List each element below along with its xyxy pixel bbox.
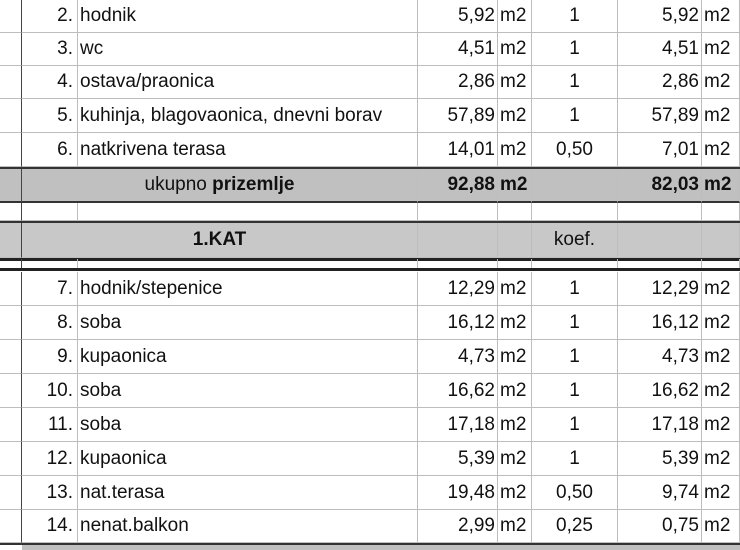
- table-row: [0, 510, 740, 543]
- thick-divider: [0, 268, 740, 271]
- unit-cell[interactable]: m2: [498, 374, 532, 408]
- area-cell[interactable]: 5,39: [418, 442, 498, 476]
- net-unit-cell[interactable]: m2: [702, 99, 740, 133]
- next-total-row-partial: [22, 545, 740, 550]
- coef-cell[interactable]: 1: [532, 340, 618, 374]
- total-net-area-cell[interactable]: 82,03: [618, 169, 702, 203]
- row-number-cell[interactable]: 7.: [22, 272, 78, 306]
- room-name-cell[interactable]: kupaonica: [78, 442, 418, 476]
- row-number-cell[interactable]: 14.: [22, 510, 78, 543]
- net-area-cell[interactable]: 7,01: [618, 133, 702, 167]
- ground-floor-total-row: [0, 167, 740, 203]
- unit-cell[interactable]: m2: [498, 33, 532, 66]
- coef-cell[interactable]: 0,50: [532, 133, 618, 167]
- net-area-cell[interactable]: 9,74: [618, 476, 702, 510]
- net-area-cell[interactable]: 0,75: [618, 510, 702, 543]
- net-area-cell[interactable]: 16,12: [618, 306, 702, 340]
- net-unit-cell[interactable]: m2: [702, 340, 740, 374]
- total-label-prefix: ukupno: [144, 174, 207, 195]
- header-empty-cell[interactable]: [702, 223, 740, 258]
- room-name-cell[interactable]: wc: [78, 33, 418, 66]
- total-area-cell[interactable]: 92,88: [418, 169, 498, 203]
- net-area-cell[interactable]: 4,51: [618, 33, 702, 66]
- unit-cell[interactable]: m2: [498, 408, 532, 442]
- total-label-cell[interactable]: [22, 169, 418, 203]
- empty-cell[interactable]: [618, 203, 702, 221]
- unit-cell[interactable]: m2: [498, 442, 532, 476]
- table-row: [0, 408, 740, 442]
- empty-cell[interactable]: [78, 203, 418, 221]
- empty-cell[interactable]: [532, 203, 618, 221]
- room-name-cell[interactable]: hodnik: [78, 0, 418, 33]
- room-name-cell[interactable]: kupaonica: [78, 340, 418, 374]
- gutter-cell: [0, 340, 22, 374]
- room-name-cell[interactable]: natkrivena terasa: [78, 133, 418, 167]
- coef-cell[interactable]: 1: [532, 408, 618, 442]
- coef-cell[interactable]: 1: [532, 374, 618, 408]
- unit-cell[interactable]: m2: [498, 306, 532, 340]
- gutter-cell: [0, 203, 22, 221]
- room-name-cell[interactable]: soba: [78, 374, 418, 408]
- gutter-cell: [0, 476, 22, 510]
- net-unit-cell[interactable]: m2: [702, 306, 740, 340]
- coef-header-cell[interactable]: koef.: [532, 223, 618, 258]
- empty-cell[interactable]: [22, 203, 78, 221]
- gutter-cell: [0, 223, 22, 258]
- net-area-cell[interactable]: 16,62: [618, 374, 702, 408]
- area-cell[interactable]: 14,01: [418, 133, 498, 167]
- unit-cell[interactable]: m2: [498, 133, 532, 167]
- area-cell[interactable]: 57,89: [418, 99, 498, 133]
- net-unit-cell[interactable]: m2: [702, 133, 740, 167]
- room-name-cell[interactable]: nat.terasa: [78, 476, 418, 510]
- gutter-cell: [0, 169, 22, 203]
- empty-cell[interactable]: [498, 203, 532, 221]
- total-net-unit-cell[interactable]: m2: [702, 169, 740, 203]
- row-number-cell[interactable]: 9.: [22, 340, 78, 374]
- total-coef-cell[interactable]: [532, 169, 618, 203]
- net-unit-cell[interactable]: m2: [702, 374, 740, 408]
- empty-cell[interactable]: [418, 203, 498, 221]
- row-number-cell[interactable]: 8.: [22, 306, 78, 340]
- net-area-cell[interactable]: 5,92: [618, 0, 702, 33]
- gutter-cell: [0, 133, 22, 167]
- room-name-cell[interactable]: kuhinja, blagovaonica, dnevni borav: [78, 99, 418, 133]
- empty-cell[interactable]: [702, 203, 740, 221]
- net-area-cell[interactable]: 5,39: [618, 442, 702, 476]
- row-number-cell[interactable]: 2.: [22, 0, 78, 33]
- row-number-cell[interactable]: 12.: [22, 442, 78, 476]
- table-row: [0, 99, 740, 133]
- gutter-cell: [0, 306, 22, 340]
- unit-cell[interactable]: m2: [498, 99, 532, 133]
- unit-cell[interactable]: m2: [498, 0, 532, 33]
- unit-cell[interactable]: m2: [498, 66, 532, 99]
- gutter-cell: [0, 510, 22, 543]
- table-row: [0, 33, 740, 66]
- gutter-cell: [0, 442, 22, 476]
- net-unit-cell[interactable]: m2: [702, 0, 740, 33]
- area-cell[interactable]: 4,51: [418, 33, 498, 66]
- area-cell[interactable]: 5,92: [418, 0, 498, 33]
- coef-cell[interactable]: 1: [532, 0, 618, 33]
- area-cell[interactable]: 17,18: [418, 408, 498, 442]
- coef-cell[interactable]: 1: [532, 99, 618, 133]
- floor-title-cell[interactable]: 1.KAT: [22, 223, 418, 258]
- gutter-cell: [0, 408, 22, 442]
- net-area-cell[interactable]: 4,73: [618, 340, 702, 374]
- gutter-cell: [0, 33, 22, 66]
- header-empty-cell[interactable]: [618, 223, 702, 258]
- room-name-cell[interactable]: soba: [78, 306, 418, 340]
- table-row: [0, 66, 740, 99]
- net-unit-cell[interactable]: m2: [702, 476, 740, 510]
- net-unit-cell[interactable]: m2: [702, 442, 740, 476]
- net-area-cell[interactable]: 2,86: [618, 66, 702, 99]
- net-unit-cell[interactable]: m2: [702, 408, 740, 442]
- unit-cell[interactable]: m2: [498, 340, 532, 374]
- unit-cell[interactable]: m2: [498, 476, 532, 510]
- table-row: [0, 306, 740, 340]
- area-cell[interactable]: 16,62: [418, 374, 498, 408]
- table-row: [0, 272, 740, 306]
- table-row: [0, 133, 740, 167]
- coef-cell[interactable]: 1: [532, 306, 618, 340]
- row-number-cell[interactable]: 10.: [22, 374, 78, 408]
- area-cell[interactable]: 2,86: [418, 66, 498, 99]
- room-name-cell[interactable]: soba: [78, 408, 418, 442]
- coef-cell[interactable]: 1: [532, 272, 618, 306]
- gutter-cell: [0, 0, 22, 33]
- net-unit-cell[interactable]: m2: [702, 272, 740, 306]
- header-empty-cell[interactable]: [498, 223, 532, 258]
- net-area-cell[interactable]: 17,18: [618, 408, 702, 442]
- net-area-cell[interactable]: 12,29: [618, 272, 702, 306]
- row-number-cell[interactable]: 4.: [22, 66, 78, 99]
- area-cell[interactable]: 19,48: [418, 476, 498, 510]
- area-cell[interactable]: 16,12: [418, 306, 498, 340]
- unit-cell[interactable]: m2: [498, 272, 532, 306]
- unit-cell[interactable]: m2: [498, 510, 532, 543]
- table-row: [0, 442, 740, 476]
- total-label-bold: prizemlje: [212, 174, 295, 195]
- table-row: [0, 340, 740, 374]
- gutter-cell: [0, 374, 22, 408]
- coef-cell[interactable]: 1: [532, 66, 618, 99]
- row-number-cell[interactable]: 3.: [22, 33, 78, 66]
- net-area-cell[interactable]: 57,89: [618, 99, 702, 133]
- room-name-cell[interactable]: ostava/praonica: [78, 66, 418, 99]
- area-cell[interactable]: 12,29: [418, 272, 498, 306]
- row-number-cell[interactable]: 5.: [22, 99, 78, 133]
- row-number-cell[interactable]: 13.: [22, 476, 78, 510]
- first-floor-header-row: [0, 221, 740, 261]
- gutter-cell: [0, 99, 22, 133]
- area-cell[interactable]: 4,73: [418, 340, 498, 374]
- coef-cell[interactable]: 0,50: [532, 476, 618, 510]
- net-unit-cell[interactable]: m2: [702, 33, 740, 66]
- row-number-cell[interactable]: 6.: [22, 133, 78, 167]
- area-cell[interactable]: 2,99: [418, 510, 498, 543]
- net-unit-cell[interactable]: m2: [702, 510, 740, 543]
- room-name-cell[interactable]: nenat.balkon: [78, 510, 418, 543]
- coef-cell[interactable]: 1: [532, 33, 618, 66]
- row-number-cell[interactable]: 11.: [22, 408, 78, 442]
- table-row: [0, 374, 740, 408]
- gutter-cell: [0, 272, 22, 306]
- table-row: [0, 0, 740, 33]
- gutter-cell: [0, 66, 22, 99]
- coef-cell[interactable]: 1: [532, 442, 618, 476]
- header-empty-cell[interactable]: [418, 223, 498, 258]
- total-unit-cell[interactable]: m2: [498, 169, 532, 203]
- net-unit-cell[interactable]: m2: [702, 66, 740, 99]
- table-row: [0, 476, 740, 510]
- room-name-cell[interactable]: hodnik/stepenice: [78, 272, 418, 306]
- coef-cell[interactable]: 0,25: [532, 510, 618, 543]
- empty-row: [0, 203, 740, 221]
